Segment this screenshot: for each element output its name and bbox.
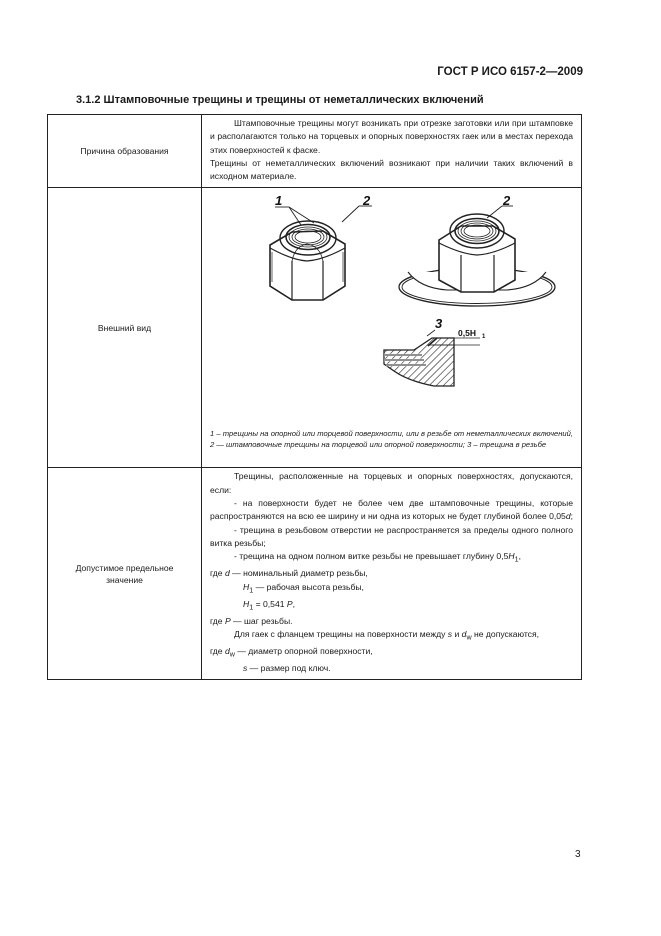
svg-text:1: 1 bbox=[482, 334, 486, 341]
flanged-nut-illustration bbox=[399, 214, 555, 306]
paragraph: Для гаек с фланцем трещины на поверхности между s и $d_w$ не допускаются, bbox=[234, 628, 540, 642]
callout-3-label: 3 bbox=[435, 316, 443, 332]
standard-code: ГОСТ Р ИСО 6157-2—2009 bbox=[437, 66, 583, 78]
appearance-figure-cell bbox=[202, 188, 582, 468]
row-label-limits bbox=[48, 468, 202, 680]
cause-description bbox=[202, 115, 582, 188]
label-text: Допустимое предельное bbox=[75, 562, 174, 573]
section-title: 3.1.2 Штамповочные трещины и трещины от неметаллических включений bbox=[76, 94, 484, 106]
bullet-item: - трещина в резьбовом отверстии не распространяется за пределы одного полного витка резьбы; bbox=[210, 524, 573, 548]
paragraph: Штамповочные трещины могут возникать при отрезке заготовки или при штамповке и располагаются только на торцевых и опорных поверхностях гаек или в местах перехода этих поверхностей к фаске. bbox=[210, 118, 573, 155]
limits-description bbox=[202, 468, 582, 680]
figure-legend: 1 – трещины на опорной или торцевой поверхности, или в резьбе от неметаллических включений, 2 — штамповочные трещины на торцевой или опорной поверхности; 3 – трещина в резьбе bbox=[210, 429, 573, 450]
nut-cracks-figure bbox=[202, 188, 582, 428]
table-row-cause bbox=[48, 115, 582, 188]
hex-nut-illustration bbox=[270, 221, 345, 300]
label-text: значение bbox=[106, 574, 143, 585]
definition-line: где d — номинальный диаметр резьбы, bbox=[210, 568, 368, 579]
row-label-cause bbox=[48, 115, 202, 188]
definition-line: s — размер под ключ. bbox=[243, 662, 331, 673]
callout-2-label: 2 bbox=[363, 193, 371, 209]
label-text: Причина образования bbox=[80, 146, 169, 157]
paragraph: Трещины, расположенные на торцевых и опорных поверхностях, допускаются, если: bbox=[210, 471, 573, 495]
definition-line: $H_1$ — рабочая высота резьбы, bbox=[243, 581, 364, 595]
table-row-limits bbox=[48, 468, 582, 680]
defects-table bbox=[47, 114, 582, 680]
bullet-item: - на поверхности будет не более чем две штамповочные трещины, которые распространяются на всю ее ширину и ни одна из которых не будет глубиной более 0,05d; bbox=[210, 498, 573, 522]
label-text: Внешний вид bbox=[97, 322, 152, 333]
paragraph: Трещины от неметаллических включений возникают при наличии таких включений в исходном материале. bbox=[210, 157, 573, 182]
row-label-appearance bbox=[48, 188, 202, 468]
bullet-item: - трещина на одном полном витке резьбы не превышает глубину $0,5H_1$, bbox=[234, 551, 521, 564]
page-number: 3 bbox=[575, 849, 581, 860]
definition-line: где P — шаг резьбы. bbox=[210, 615, 293, 626]
svg-text:0,5H: 0,5H bbox=[458, 328, 476, 339]
formula-line: $H_1 = 0,541$ P, bbox=[243, 598, 296, 612]
definition-line: где $d_w$ — диаметр опорной поверхности, bbox=[210, 645, 373, 659]
callout-2-label: 2 bbox=[503, 193, 511, 209]
thread-section-detail bbox=[384, 330, 480, 386]
callout-lines-left bbox=[275, 206, 372, 225]
table-row-appearance bbox=[48, 188, 582, 468]
callout-1-label: 1 bbox=[275, 193, 283, 209]
